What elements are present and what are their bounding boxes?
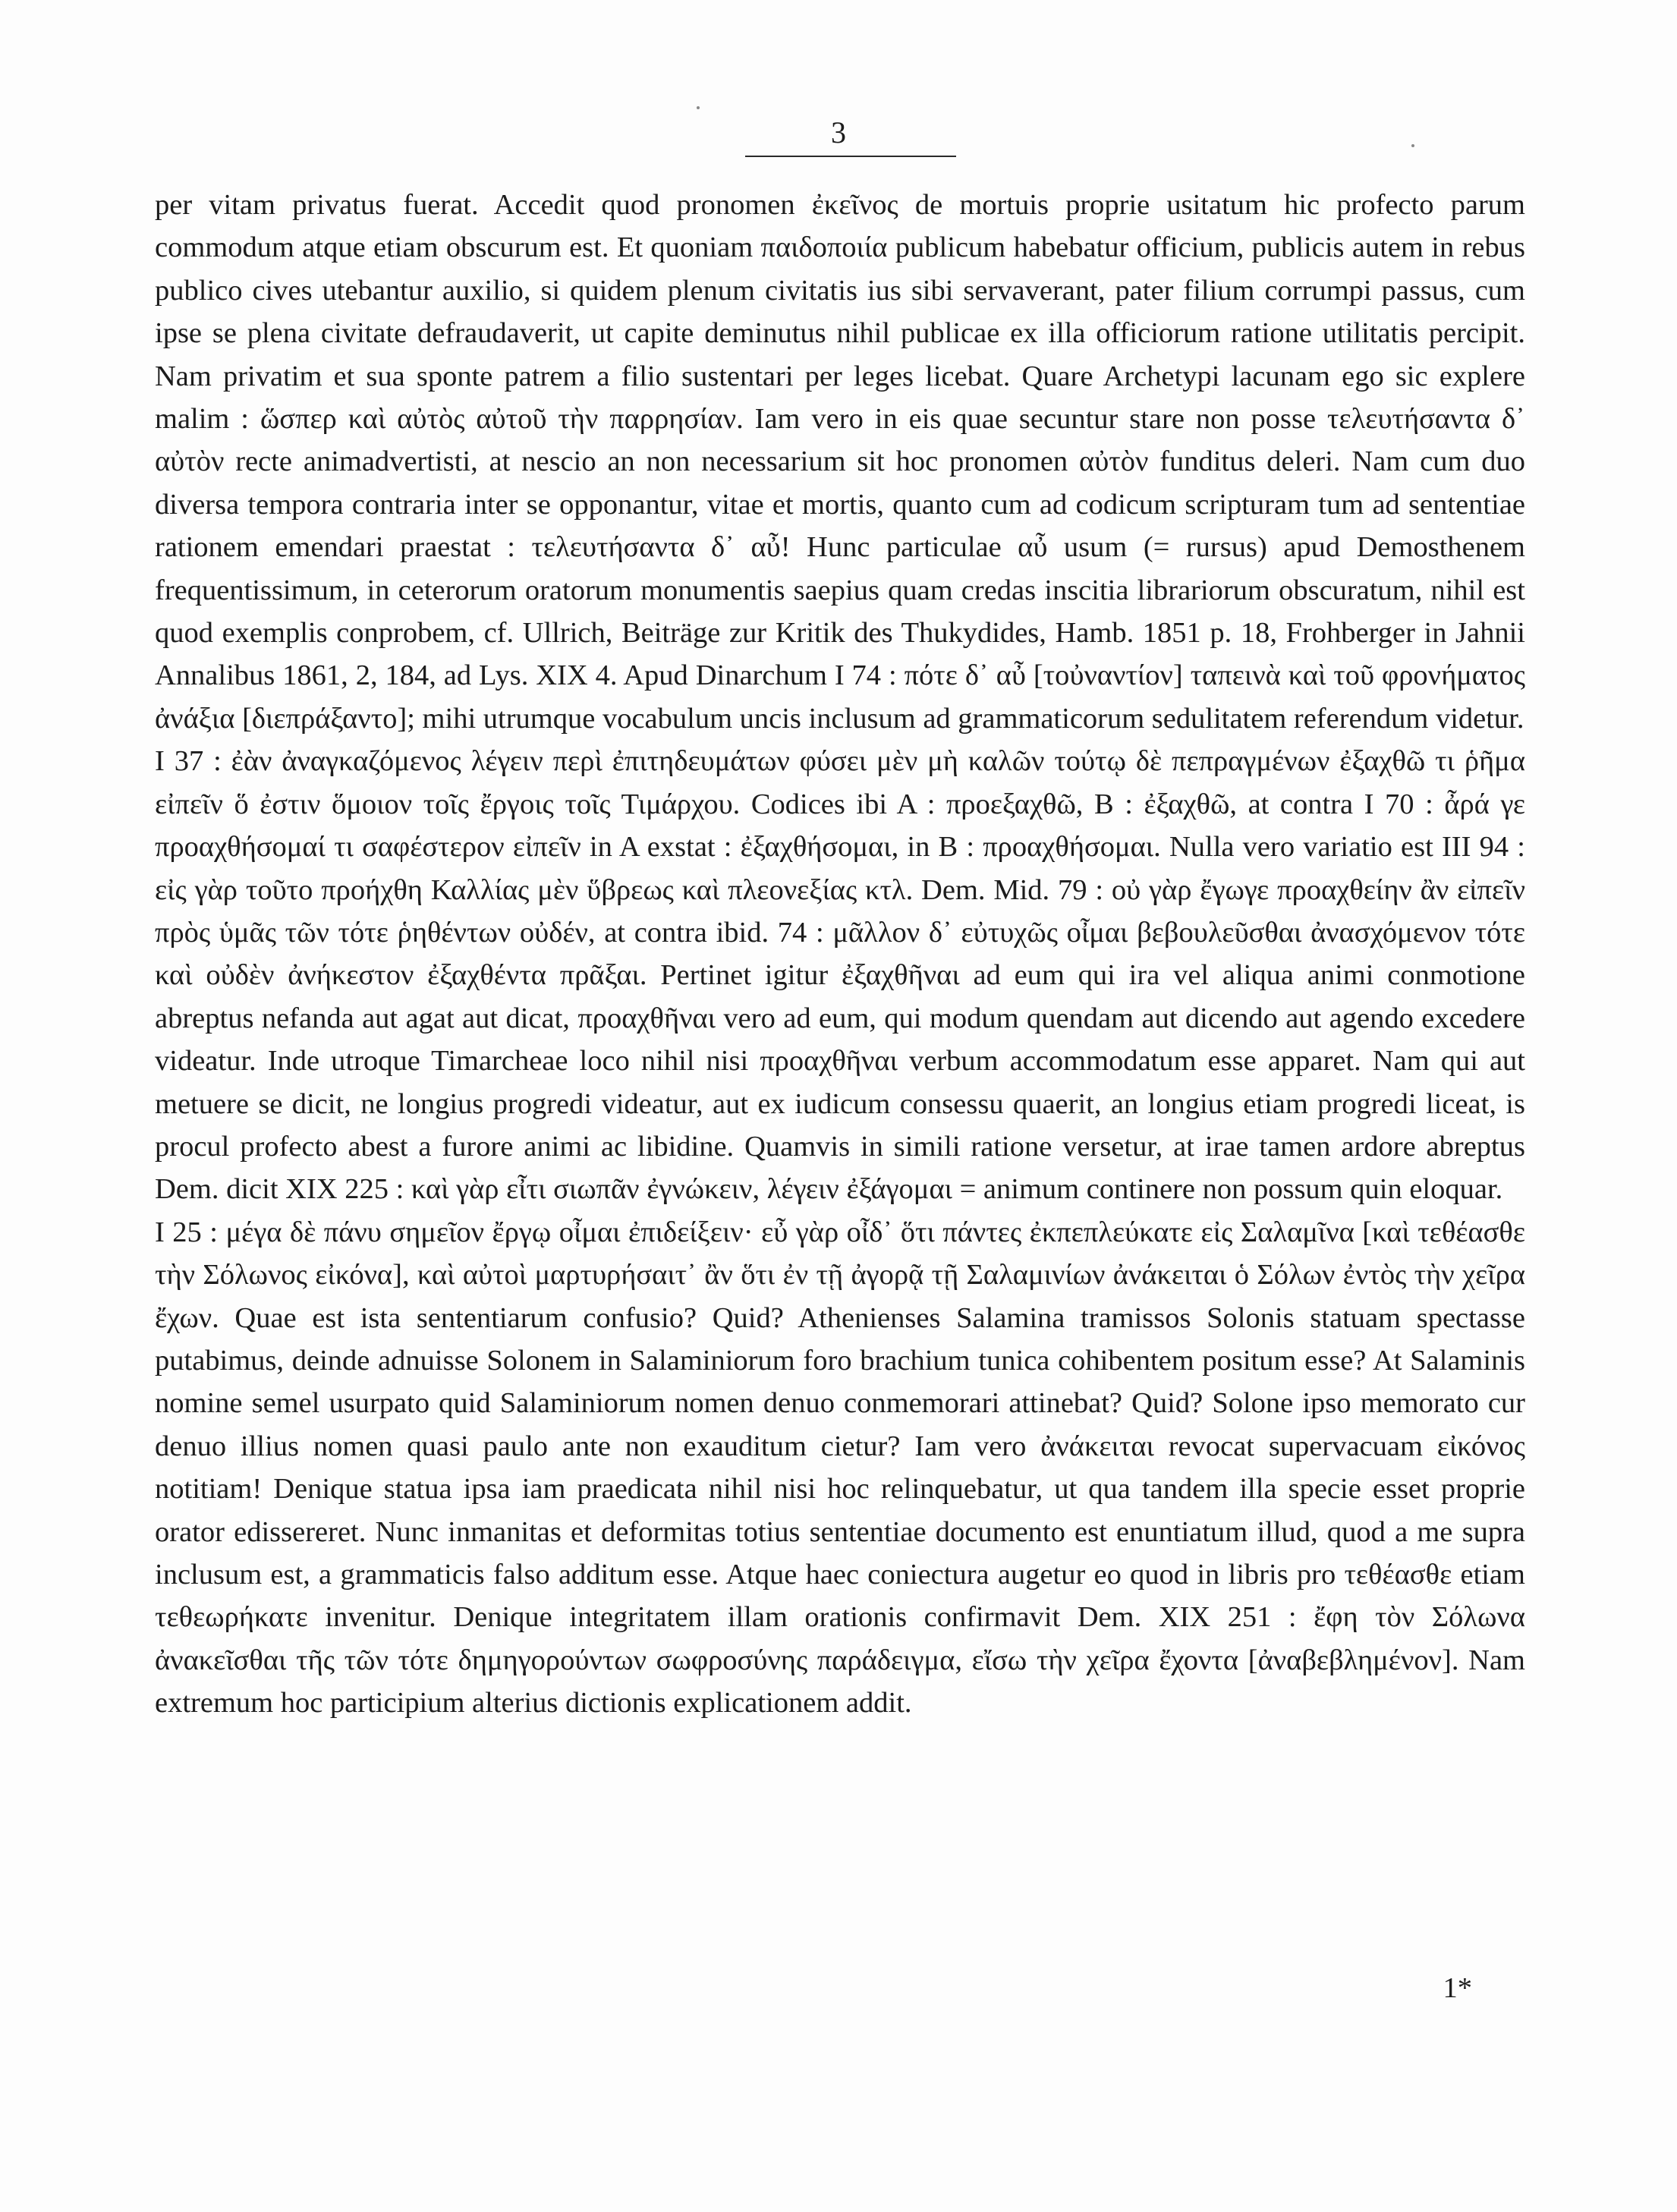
page-number: 3	[831, 115, 846, 149]
header-rule	[745, 156, 956, 157]
paper-speck	[697, 106, 700, 109]
paper-speck	[1411, 144, 1414, 147]
paragraph-1: per vitam privatus fuerat. Accedit quod pronomen ἐκεῖνος de mortuis proprie usitatum hic profecto parum commodum atque etiam obscurum est. Et quoniam παιδοποιία publicum habebatur officium, publicis autem in rebus publico cives utebantur auxilio, si quidem plenum civitatis ius sibi servaverant, pater filium corrumpi passus, cum ipse se plena civitate defraudaverit, ut capite deminutus nihil publicae ex illa officiorum ratione utilitatis percipit. Nam privatim et sua sponte patrem a filio sustentari per leges licebat. Quare Archetypi lacunam ego sic explere malim : ὥσπερ καὶ αὐτὸς αὐτοῦ τὴν παρρησίαν. Iam vero in eis quae secuntur stare non posse τελευτήσαντα δ᾽ αὐτὸν recte animadvertisti, at nescio an non necessarium sit hoc pronomen αὐτὸν funditus deleri. Nam cum duo diversa tempora contraria inter se opponantur, vitae et mortis, quanto cum ad codicum scripturam tum ad sententiae rationem emendari praestat : τελευτήσαντα δ᾽ αὖ! Hunc particulae αὖ usum (= rursus) apud Demosthenem frequentissimum, in ceterorum oratorum monumentis saepius quam credas inscitia librariorum obscuratum, nihil est quod exemplis conprobem, cf. Ullrich, Beiträge zur Kritik des Thukydides, Hamb. 1851 p. 18, Frohberger in Jahnii Annalibus 1861, 2, 184, ad Lys. XIX 4. Apud Dinarchum I 74 : πότε δ᾽ αὖ [τοὐναντίον] ταπεινὰ καὶ τοῦ φρονήματος ἀνάξια [διεπράξαντο]; mihi utrumque vocabulum uncis inclusum ad grammaticorum sedulitatem referendum videtur.	[155, 189, 1525, 735]
paragraph-2: I 37 : ἐὰν ἀναγκαζόμενος λέγειν περὶ ἐπιτηδευμάτων φύσει μὲν μὴ καλῶν τούτῳ δὲ πεπραγμένων ἐξαχθῶ τι ῥῆμα εἰπεῖν ὅ ἐστιν ὅμοιον τοῖς ἔργοις τοῖς Τιμάρχου. Codices ibi A : προεξαχθῶ, B : ἐξαχθῶ, at contra I 70 : ἆρά γε προαχθήσομαί τι σαφέστερον εἰπεῖν in A exstat : ἐξαχθήσομαι, in B : προαχθήσομαι. Nulla vero variatio est III 94 : εἰς γὰρ τοῦτο προήχθη Καλλίας μὲν ὕβρεως καὶ πλεονεξίας κτλ. Dem. Mid. 79 : οὐ γὰρ ἔγωγε προαχθείην ἂν εἰπεῖν πρὸς ὑμᾶς τῶν τότε ῥηθέντων οὐδέν, at contra ibid. 74 : μᾶλλον δ᾽ εὐτυχῶς οἶμαι βεβουλεῦσθαι ἀνασχόμενον τότε καὶ οὐδὲν ἀνήκεστον ἐξαχθέντα πρᾶξαι. Pertinet igitur ἐξαχθῆναι ad eum qui ira vel aliqua animi conmotione abreptus nefanda aut agat aut dicat, προαχθῆναι vero ad eum, qui modum quendam aut dicendo aut agendo excedere videatur. Inde utroque Timarcheae loco nihil nisi προαχθῆναι verbum accommodatum esse apparet. Nam qui aut metuere se dicit, ne longius progredi videatur, aut ex iudicum consessu quaerit, an longius etiam progredi liceat, is procul profecto abest a furore animi ac libidine. Quamvis in simili ratione versetur, at irae tamen ardore abreptus Dem. dicit XIX 225 : καὶ γὰρ εἶτι σιωπᾶν ἐγνώκειν, λέγειν ἐξάγομαι = animum continere non possum quin eloquar.	[155, 745, 1525, 1206]
signature-mark: 1*	[1443, 1972, 1472, 2004]
body-text	[155, 184, 1525, 1725]
paragraph-3: I 25 : μέγα δὲ πάνυ σημεῖον ἔργῳ οἶμαι ἐπιδείξειν· εὖ γὰρ οἶδ᾽ ὅτι πάντες ἐκπεπλεύκατε εἰς Σαλαμῖνα [καὶ τεθέασθε τὴν Σόλωνος εἰκόνα], καὶ αὐτοὶ μαρτυρήσαιτ᾽ ἂν ὅτι ἐν τῇ ἀγορᾷ τῇ Σαλαμινίων ἀνάκειται ὁ Σόλων ἐντὸς τὴν χεῖρα ἔχων. Quae est ista sententiarum confusio? Quid? Athenienses Salamina tramissos Solonis statuam spectasse putabimus, deinde adnuisse Solonem in Salaminiorum foro brachium tunica cohibentem positum esse? At Salaminis nomine semel usurpato quid Salaminiorum nomen denuo conmemorari attinebat? Quid? Solone ipso memorato cur denuo illius nomen quasi paulo ante non exauditum cietur? Iam vero ἀνάκειται revocat supervacuam εἰκόνος notitiam! Denique statua ipsa iam praedicata nihil nisi hoc relinquebatur, ut qua tandem illa specie esset proprie orator edissereret. Nunc inmanitas et deformitas totius sententiae documento est enuntiatum illud, quod a me supra inclusum est, a grammaticis falso additum esse. Atque haec coniectura augetur eo quod in libris pro τεθέασθε etiam τεθεωρήκατε invenitur. Denique integritatem illam orationis confirmavit Dem. XIX 251 : ἔφη τὸν Σόλωνα ἀνακεῖσθαι τῆς τῶν τότε δημηγορούντων σωφροσύνης παράδειγμα, εἴσω τὴν χεῖρα ἔχοντα [ἀναβεβλημένον]. Nam extremum hoc participium alterius dictionis explicationem addit.	[155, 1216, 1525, 1720]
